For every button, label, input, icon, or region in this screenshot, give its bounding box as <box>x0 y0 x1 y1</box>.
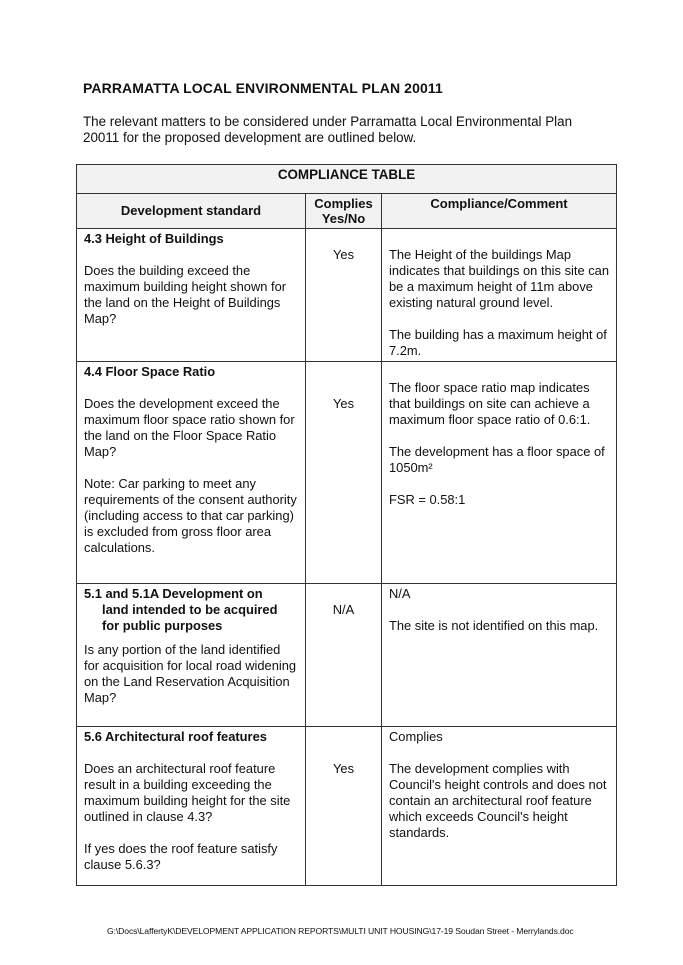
comment-text: FSR = 0.58:1 <box>389 492 466 507</box>
comment-text: N/A <box>389 586 411 601</box>
standard-cell <box>77 362 306 584</box>
row-question: Does an architectural roof feature result in a building exceeding the maximum building height for the site outlined in clause 4.3? <box>84 761 291 824</box>
row-title: 4.3 Height of Buildings <box>84 231 224 246</box>
table-row <box>77 584 617 727</box>
header-complies-line1: Complies <box>314 196 373 211</box>
intro-paragraph: The relevant matters to be considered under Parramatta Local Environmental Plan 20011 for the proposed development are outlined below. <box>83 114 573 145</box>
row-title: 5.1 and 5.1A Development on <box>84 586 263 601</box>
comment-text: The development has a floor space of 1050m² <box>389 444 605 475</box>
compliance-table <box>76 164 617 886</box>
standard-cell <box>77 229 306 362</box>
row-title: 5.6 Architectural roof features <box>84 729 267 744</box>
comment-text: The Height of the buildings Map indicates that buildings on this site can be a maximum height of 11m above existing natural ground level. <box>389 247 609 310</box>
row-title-continued: land intended to be acquired for public purposes <box>102 602 278 633</box>
header-compliance-comment: Compliance/Comment <box>382 194 617 229</box>
table-row <box>77 229 617 362</box>
comment-cell <box>382 229 617 362</box>
page-heading: PARRAMATTA LOCAL ENVIRONMENTAL PLAN 20011 <box>83 80 443 96</box>
comment-cell <box>382 584 617 727</box>
row-question: Does the development exceed the maximum floor space ratio shown for the land on the Floor Space Ratio Map? <box>84 396 295 459</box>
comment-text: The floor space ratio map indicates that buildings on site can achieve a maximum floor space ratio of 0.6:1. <box>389 380 591 427</box>
table-header-row <box>77 194 617 229</box>
row-question: If yes does the roof feature satisfy clause 5.6.3? <box>84 841 278 872</box>
row-question: Is any portion of the land identified for acquisition for local road widening on the Land Reservation Acquisition Map? <box>84 642 297 705</box>
header-complies <box>306 194 382 229</box>
footer-file-path: G:\Docs\LaffertyK\DEVELOPMENT APPLICATION REPORTS\MULTI UNIT HOUSING\17-19 Soudan Street - Merrylands.doc <box>107 926 574 936</box>
header-complies-line2: Yes/No <box>321 211 366 226</box>
row-title: 4.4 Floor Space Ratio <box>84 364 216 379</box>
table-title-row <box>77 165 617 194</box>
complies-cell <box>306 229 382 362</box>
comment-text: The building has a maximum height of 7.2m. <box>389 327 607 358</box>
complies-cell <box>306 584 382 727</box>
complies-cell <box>306 727 382 886</box>
row-question: Does the building exceed the maximum building height shown for the land on the Height of Buildings Map? <box>84 263 287 326</box>
complies-value: N/A <box>332 602 355 617</box>
complies-value: Yes <box>332 247 355 262</box>
header-development-standard: Development standard <box>77 194 306 229</box>
standard-cell <box>77 727 306 886</box>
table-row <box>77 727 617 886</box>
table-row <box>77 362 617 584</box>
complies-value: Yes <box>332 396 355 411</box>
comment-cell <box>382 727 617 886</box>
complies-value: Yes <box>332 761 355 776</box>
complies-cell <box>306 362 382 584</box>
row-note: Note: Car parking to meet any requirements of the consent authority (including access to that car parking) is excluded from gross floor area calculations. <box>84 476 297 555</box>
standard-cell <box>77 584 306 727</box>
comment-text: The development complies with Council's height controls and does not contain an architectural roof feature which exceeds Council's height standards. <box>389 761 607 840</box>
table-title: COMPLIANCE TABLE <box>77 165 617 194</box>
comment-cell <box>382 362 617 584</box>
comment-text: The site is not identified on this map. <box>389 618 599 633</box>
comment-text: Complies <box>389 729 443 744</box>
